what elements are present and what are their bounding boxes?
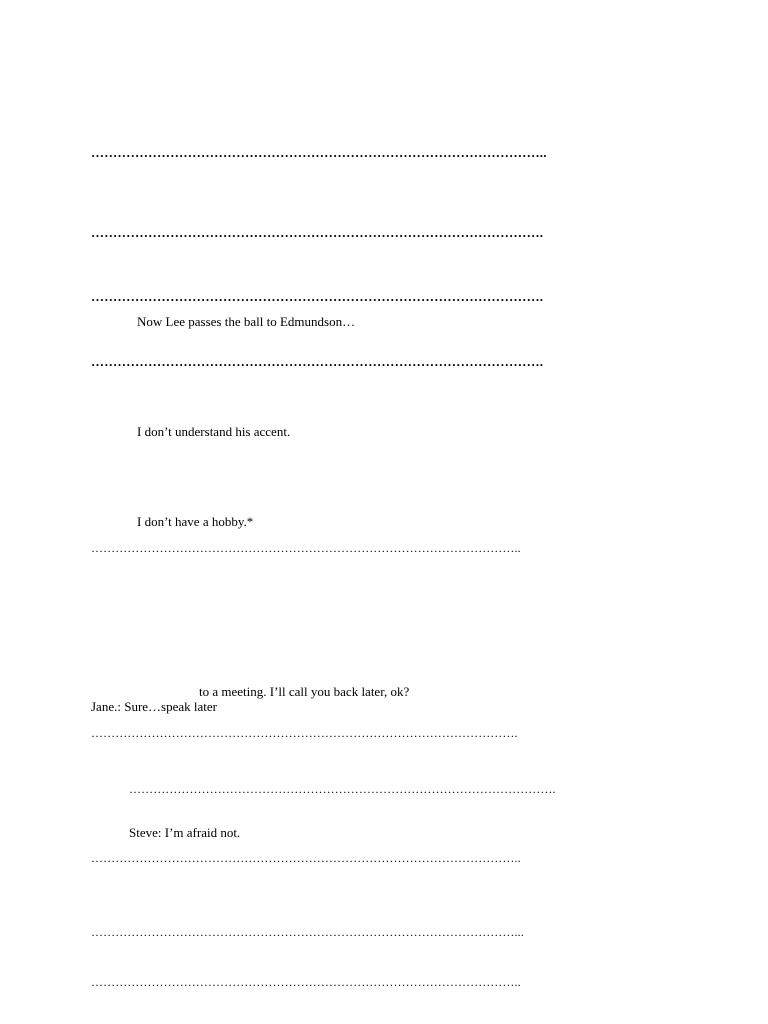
- answer-blank-5: ……………………………………………………………………………………………..: [91, 541, 521, 555]
- dialogue-jane: Jane.: Sure…speak later: [91, 699, 217, 714]
- commentary-line-lee: Now Lee passes the ball to Edmundson…: [137, 314, 356, 329]
- answer-blank-2: ………………………………………………………………………………………….: [91, 225, 544, 240]
- answer-blank-7: …………………………………………………………………………………………….: [129, 782, 556, 796]
- dialogue-meeting: to a meeting. I’ll call you back later, ok?: [199, 684, 410, 699]
- sentence-hobby: I don’t have a hobby.*: [137, 514, 254, 529]
- answer-blank-10: ……………………………………………………………………………………………..: [91, 975, 521, 989]
- sentence-accent: I don’t understand his accent.: [137, 424, 291, 439]
- answer-blank-8: ……………………………………………………………………………………………..: [91, 851, 521, 865]
- dialogue-steve: Steve: I’m afraid not.: [129, 825, 241, 840]
- answer-blank-4: ………………………………………………………………………………………….: [91, 354, 544, 369]
- answer-blank-6: …………………………………………………………………………………………….: [91, 726, 518, 740]
- answer-blank-3: ………………………………………………………………………………………….: [91, 289, 544, 304]
- answer-blank-1: …………………………………………………………………………………………..: [91, 145, 547, 160]
- answer-blank-9: ……………………………………………………………………………………………...: [91, 925, 524, 939]
